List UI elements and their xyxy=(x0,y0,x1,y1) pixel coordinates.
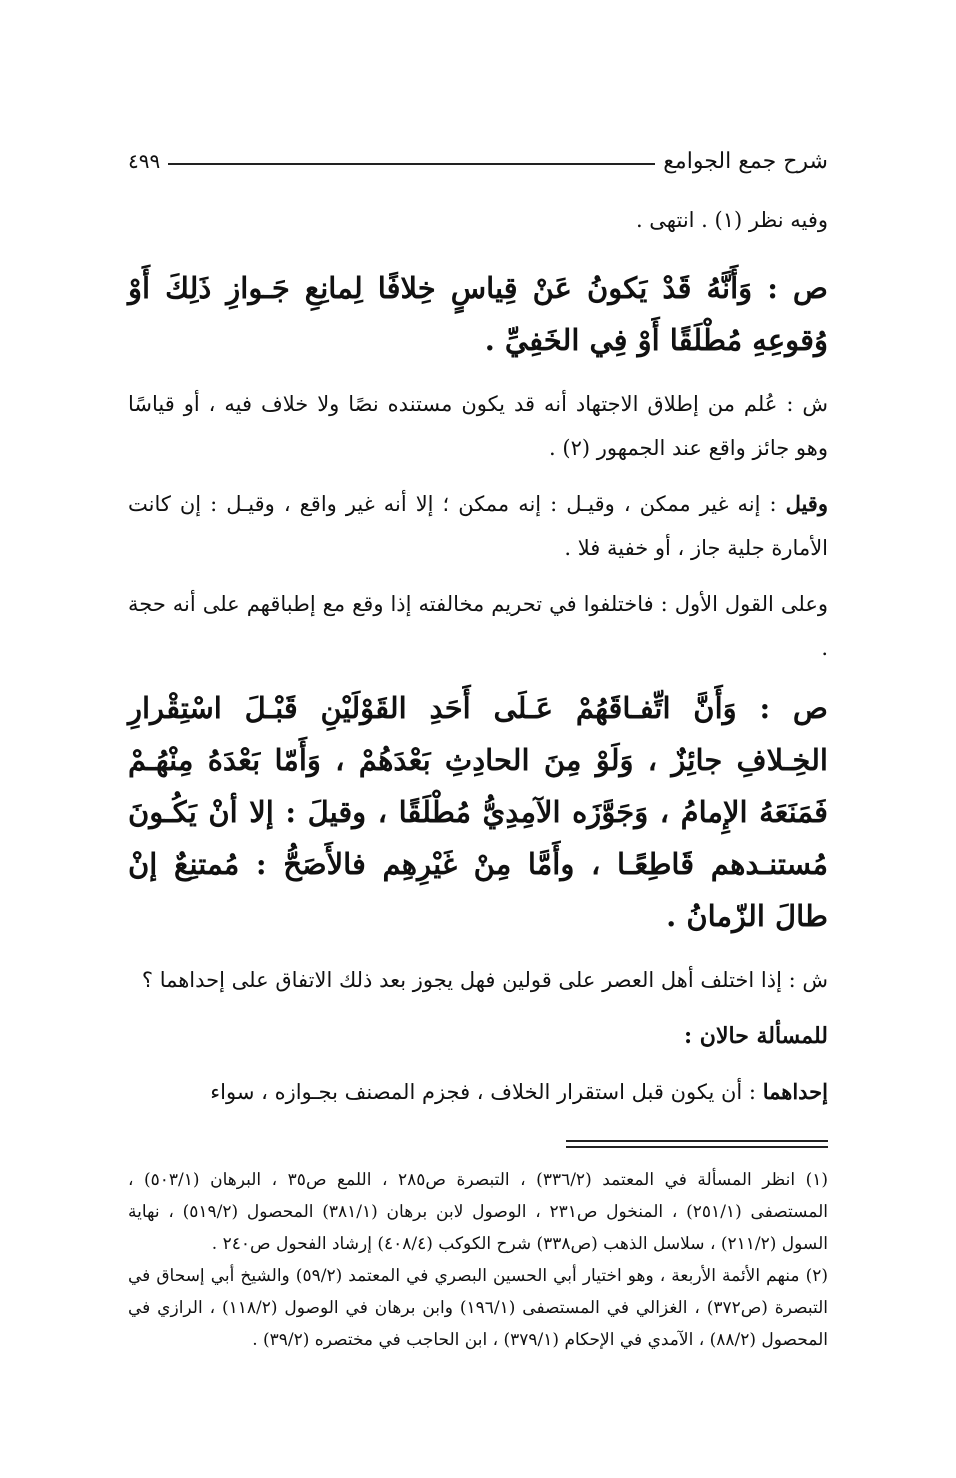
footnote-separator xyxy=(566,1140,828,1148)
commentary-paragraph-2 xyxy=(128,482,828,570)
page-number: ٤٩٩ xyxy=(128,149,161,173)
paragraph-intro: وفيه نظر (١) . انتهى . xyxy=(635,208,828,232)
commentary-paragraph-1: ش : عُلم من إطلاق الاجتهاد أنه قد يكون مستنده نصًا ولا خلاف فيه ، أو قياسًا وهو جائز واقع عند الجمهور (٢) . xyxy=(128,392,828,460)
section-heading: للمسألة حالان : xyxy=(684,1023,828,1049)
header-rule xyxy=(168,163,655,165)
commentary-paragraph-5 xyxy=(128,1070,828,1114)
footnote-1: (١) انظر المسألة في المعتمد (٣٣٦/٢) ، التبصرة ص٢٨٥ ، اللمع ص٣٥ ، البرهان (٥٠٣/١) ، المستصفى (٢٥١/١) ، المنخول ص٢٣١ ، الوصول لابن برهان (٣٨١/١) المحصول (٥١٩/٢) ، نهاية السول (٢١١/٢) ، سلاسل الذهب (ص٣٣٨) شرح الكوكب (٤٠٨/٤) إرشاد الفحول ص٢٤٠ . xyxy=(128,1170,829,1254)
matn-passage-2: ص : وَأَنَّ اتِّفـاقَهُمْ عَـلَى أَحَدِ القَوْلَيْنِ قَبْـلَ اسْتِقْرارِ الخِـلافِ جائِزٌ ، وَلَوْ مِنَ الحادِثِ بَعْدَهُمْ ، وَأَمّا بَعْدَهُ مِنْهُـمْ فَمَنَعَهُ الإِمامُ ، وَجَوَّزَه الآمِدِيُّ مُطْلَقًا ، وقيلَ : إلا أنْ يَكُـونَ مُستنـدهم قَاطِعًـا ، وأَمَّا مِنْ غَيْرِهِم فالأَصَحُّ : مُمتنِعٌ إنْ طالَ الزّمانُ . xyxy=(128,691,828,933)
footnotes xyxy=(128,1164,828,1356)
main-text xyxy=(128,198,828,1126)
paragraph-lead-word: إحداهما xyxy=(762,1079,828,1104)
paragraph-text: : إنه غير ممكن ، وقيـل : إنه ممكن ؛ إلا أنه غير واقع ، وقيـل : إن كانت الأمارة جلية جاز ، أو خفية فلا . xyxy=(128,492,828,560)
running-header xyxy=(128,144,828,178)
book-title: شرح جمع الجوامع xyxy=(663,148,828,174)
matn-passage-1: ص : وَأَنَّهُ قَدْ يَكونُ عَنْ قِياسٍ خِلافًا لِمانِعِ جَـوازِ ذَلِكَ أَوْ وُقوعِهِ مُطْلَقًا أَوْ فِي الخَفِيِّ . xyxy=(128,271,828,357)
commentary-paragraph-3: وعلى القول الأول : فاختلفوا في تحريم مخالفته إذا وقع مع إطباقهم على أنه حجة . xyxy=(128,592,828,660)
paragraph-text: : أن يكون قبل استقرار الخلاف ، فجزم المصنف بجـوازه ، سواء xyxy=(210,1080,757,1104)
paragraph-lead-word: وقيل xyxy=(785,491,828,516)
footnote-2: (٢) منهم الأئمة الأربعة ، وهو اختيار أبي الحسين البصري في المعتمد (٥٩/٢) والشيخ أبي إسحاق في التبصرة (ص٣٧٢) ، الغزالي في المستصفى (١٩٦/١) وابن برهان في الوصول (١١٨/٢) ، الرازي في المحصول (٨٨/٢) ، الآمدي في الإحكام (٣٧٩/١) ، ابن الحاجب في مختصره (٣٩/٢) . xyxy=(128,1266,828,1350)
commentary-paragraph-4: ش : إذا اختلف أهل العصر على قولين فهل يجوز بعد ذلك الاتفاق على إحداهما ؟ xyxy=(141,968,828,992)
